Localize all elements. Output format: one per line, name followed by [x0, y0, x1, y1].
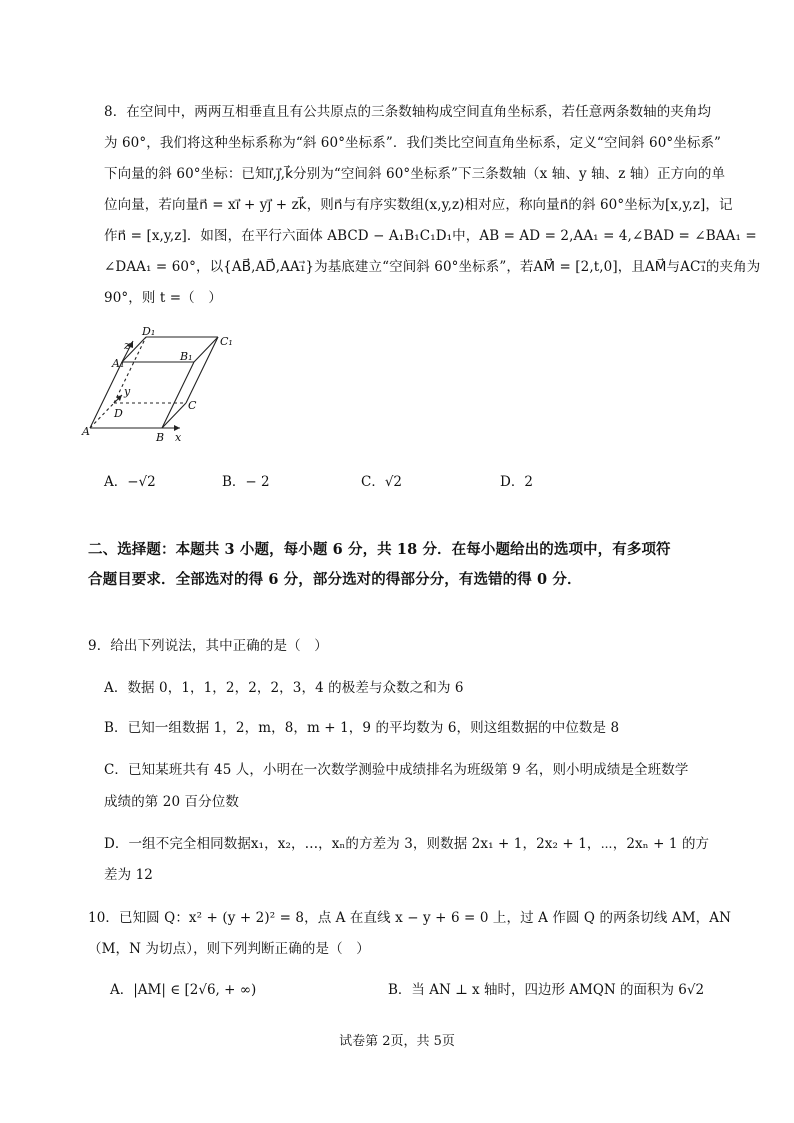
q9-stem: 9．给出下列说法，其中正确的是（ ） — [88, 638, 328, 654]
edge-bb1 — [162, 362, 194, 428]
q9-option-d-line-2: 差为 12 — [104, 867, 153, 883]
q8-line-2: 为 60°，我们将这种坐标系称为“斜 60°坐标系”．我们类比空间直角坐标系，定义“空间斜 60°坐标系” — [104, 135, 722, 151]
edge-b1c1 — [194, 337, 218, 362]
q8-choice-b: B．− 2 — [222, 474, 270, 490]
q10-stem-line-1: 10．已知圆 Q：x² + (y + 2)² = 8，点 A 在直线 x − y + 6 = 0 上，过 A 作圆 Q 的两条切线 AM，AN — [88, 910, 732, 926]
q8-line-3: 下向量的斜 60°坐标：已知i⃗,j⃗,k⃗分别为“空间斜 60°坐标系”下三条数轴（x 轴、y 轴、z 轴）正方向的单 — [104, 166, 726, 182]
label-b: B — [156, 431, 165, 444]
q10-choice-b: B．当 AN ⊥ x 轴时，四边形 AMQN 的面积为 6√2 — [388, 982, 705, 998]
q9-option-c-line-2: 成绩的第 20 百分位数 — [104, 794, 239, 810]
label-c: C — [188, 399, 197, 412]
q9-option-c-line-1: C．已知某班共有 45 人，小明在一次数学测验中成绩排名为班级第 9 名，则小明成绩是全班数学 — [104, 762, 689, 778]
q10-choice-a: A．|AM| ∈ [2√6, + ∞) — [110, 982, 257, 998]
label-d1: D₁ — [142, 325, 156, 338]
label-a1: A₁ — [112, 357, 125, 370]
q8-line-7: 90°，则 t =（ ） — [104, 290, 222, 306]
q8-line-1: 8．在空间中，两两互相垂直且有公共原点的三条数轴构成空间直角坐标系，若任意两条数轴的夹角均 — [104, 104, 712, 120]
label-y: y — [124, 385, 131, 398]
q8-line-4: 位向量，若向量n⃗ = xi⃗ + yj⃗ + zk⃗，则n⃗与有序实数组(x,y,z)相对应，称向量n⃗的斜 60°坐标为[x,y,z]，记 — [104, 197, 733, 213]
q8-choice-a: A．−√2 — [104, 474, 156, 490]
q8-line-6: ∠DAA₁ = 60°，以{AB⃗,AD⃗,AA₁⃗}为基底建立“空间斜 60°坐标系”，若AM⃗ = [2,t,0]，且AM⃗与AC₁⃗的夹角为 — [104, 259, 761, 275]
q8-choice-c: C．√2 — [361, 474, 403, 490]
label-z: z — [124, 339, 130, 352]
q8-choice-d: D．2 — [500, 474, 533, 490]
label-x: x — [175, 431, 182, 444]
q10-stem-line-2: （M，N 为切点），则下列判断正确的是（ ） — [88, 941, 370, 957]
q8-line-5: 作n⃗ = [x,y,z]．如图，在平行六面体 ABCD − A₁B₁C₁D₁中，AB = AD = 2,AA₁ = 4,∠BAD = ∠BAA₁ = — [104, 228, 757, 244]
label-b1: B₁ — [180, 350, 193, 363]
label-d: D — [114, 407, 123, 420]
label-a: A — [82, 425, 90, 438]
q9-option-d-line-1: D．一组不完全相同数据x₁，x₂，…，xₙ的方差为 3，则数据 2x₁ + 1，2x₂ + 1，⋯，2xₙ + 1 的方 — [104, 836, 710, 852]
q9-option-a: A．数据 0，1，1，2，2，2，3，4 的极差与众数之和为 6 — [104, 680, 464, 696]
section2-heading-line-2: 合题目要求．全部选对的得 6 分，部分选对的得部分分，有选错的得 0 分． — [88, 571, 582, 588]
section2-heading-line-1: 二、选择题：本题共 3 小题，每小题 6 分，共 18 分．在每小题给出的选项中，有多项符 — [88, 541, 671, 558]
page-footer: 试卷第 2页，共 5页 — [339, 1034, 455, 1049]
parallelepiped-figure — [80, 325, 250, 445]
edge-ad — [90, 403, 114, 428]
q9-option-b: B．已知一组数据 1，2，m，8，m + 1，9 的平均数为 6，则这组数据的中位数是 8 — [104, 720, 620, 736]
edge-cc1 — [186, 337, 218, 403]
edge-bc — [162, 403, 186, 428]
label-c1: C₁ — [220, 335, 233, 348]
